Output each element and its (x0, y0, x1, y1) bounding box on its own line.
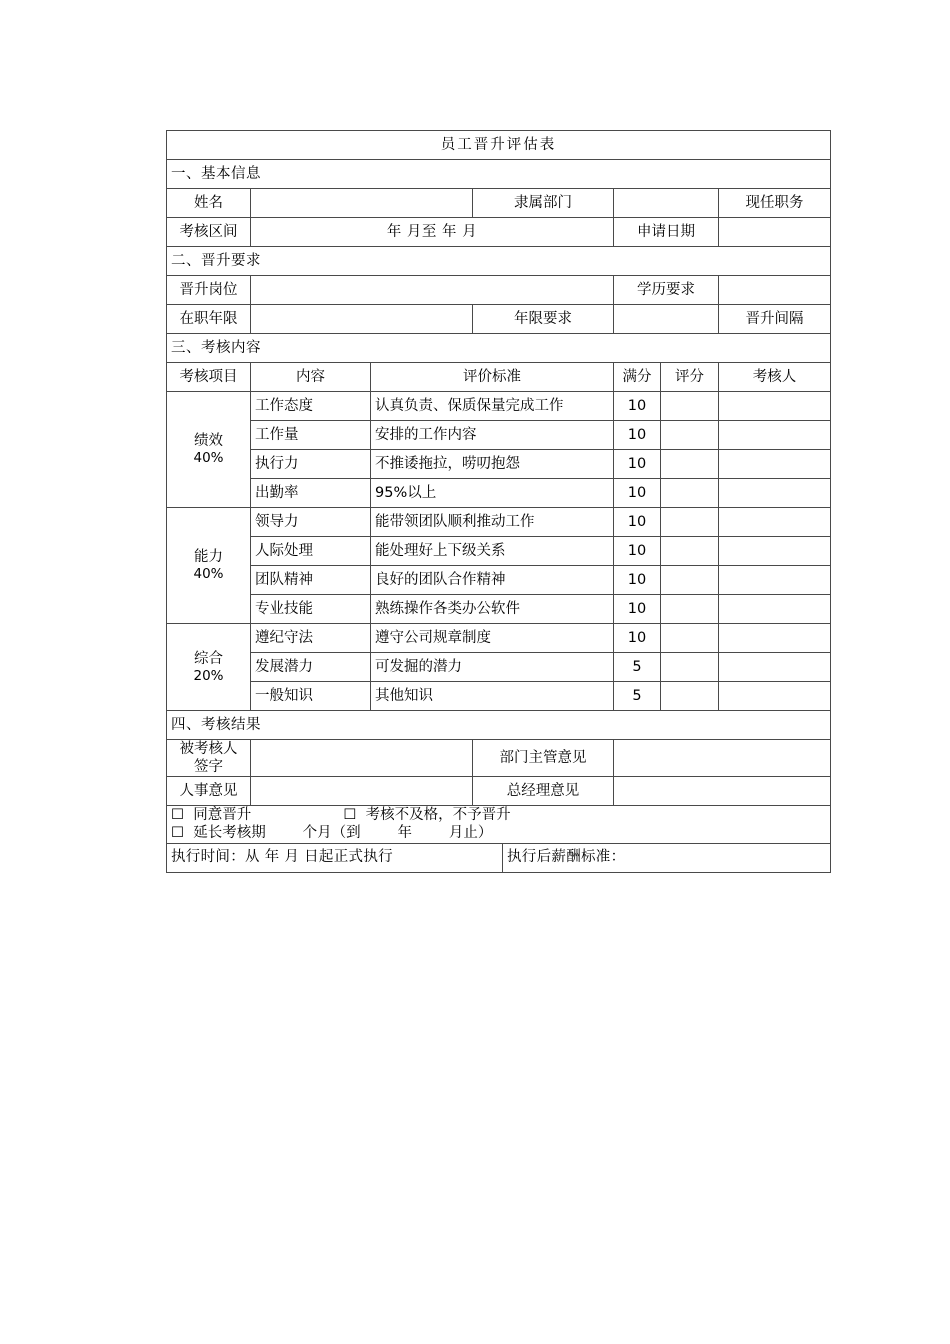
field-supervisor-opinion[interactable] (614, 740, 831, 777)
field-years-requirement[interactable] (614, 305, 719, 334)
assessment-assessor-input[interactable] (719, 653, 831, 682)
category-weight: 40% (193, 566, 224, 583)
section-band-promotion-requirements: 二、晋升要求 (167, 247, 831, 276)
field-years-of-service[interactable] (251, 305, 473, 334)
assessment-max-score: 10 (614, 479, 661, 508)
table-row (167, 450, 831, 479)
assessment-item: 人际处理 (251, 537, 371, 566)
label-education-requirement: 学历要求 (614, 276, 719, 305)
assessment-criteria: 良好的团队合作精神 (371, 566, 614, 595)
label-promotion-position: 晋升岗位 (167, 276, 251, 305)
title-row (167, 131, 831, 160)
assessment-score-input[interactable] (661, 421, 719, 450)
assessment-criteria: 熟练操作各类办公软件 (371, 595, 614, 624)
assessment-score-input[interactable] (661, 537, 719, 566)
table-row (167, 843, 831, 872)
field-application-date[interactable] (719, 218, 831, 247)
table-row (167, 189, 831, 218)
assessment-header-row (167, 363, 831, 392)
section-band-basic-info-row (167, 160, 831, 189)
label-department: 隶属部门 (473, 189, 614, 218)
label-application-date: 申请日期 (614, 218, 719, 247)
table-row (167, 537, 831, 566)
assessment-assessor-input[interactable] (719, 421, 831, 450)
table-row (167, 777, 831, 806)
assessment-item: 出勤率 (251, 479, 371, 508)
label-promotion-interval: 晋升间隔 (719, 305, 831, 334)
category-name: 能力 (194, 549, 223, 565)
assessment-assessor-input[interactable] (719, 508, 831, 537)
label-years-of-service: 在职年限 (167, 305, 251, 334)
assessment-max-score: 10 (614, 450, 661, 479)
assessment-max-score: 10 (614, 624, 661, 653)
table-row (167, 508, 831, 537)
field-name[interactable] (251, 189, 473, 218)
assessment-item: 发展潜力 (251, 653, 371, 682)
promotion-evaluation-form (166, 130, 830, 873)
assessment-criteria: 能带领团队顺利推动工作 (371, 508, 614, 537)
assessment-max-score: 5 (614, 653, 661, 682)
post-execution-salary-field[interactable]: 执行后薪酬标准： (503, 843, 831, 872)
column-header-score: 评分 (661, 363, 719, 392)
label-current-position: 现任职务 (719, 189, 831, 218)
section-band-results-row (167, 711, 831, 740)
form-table (166, 130, 831, 873)
page-title: 员工晋升评估表 (167, 131, 831, 160)
assessment-item: 一般知识 (251, 682, 371, 711)
category-name: 综合 (194, 650, 223, 667)
assessment-assessor-input[interactable] (719, 566, 831, 595)
assessment-item: 团队精神 (251, 566, 371, 595)
table-row (167, 305, 831, 334)
assessment-assessor-input[interactable] (719, 479, 831, 508)
category-weight: 20% (193, 667, 224, 684)
assessment-score-input[interactable] (661, 624, 719, 653)
assessment-score-input[interactable] (661, 653, 719, 682)
assessment-assessor-input[interactable] (719, 682, 831, 711)
assessment-score-input[interactable] (661, 566, 719, 595)
assessment-item: 执行力 (251, 450, 371, 479)
column-header-content: 内容 (251, 363, 371, 392)
field-hr-opinion[interactable] (251, 777, 473, 806)
table-row (167, 740, 831, 777)
table-row (167, 421, 831, 450)
assessment-criteria: 能处理好上下级关系 (371, 537, 614, 566)
label-name: 姓名 (167, 189, 251, 218)
decision-line-2[interactable]: ☐ 延长考核期 个月（到 年 月止） (171, 825, 493, 842)
section-band-assessment: 三、考核内容 (167, 334, 831, 363)
label-hr-opinion: 人事意见 (167, 777, 251, 806)
assessment-criteria: 95%以上 (371, 479, 614, 508)
table-row (167, 624, 831, 653)
assessment-assessor-input[interactable] (719, 624, 831, 653)
section-band-basic-info: 一、基本信息 (167, 160, 831, 189)
assessment-assessor-input[interactable] (719, 595, 831, 624)
field-gm-opinion[interactable] (614, 777, 831, 806)
execution-time-field[interactable]: 执行时间：从 年 月 日起正式执行 (167, 843, 503, 872)
assessment-criteria: 遵守公司规章制度 (371, 624, 614, 653)
table-row (167, 218, 831, 247)
table-row (167, 595, 831, 624)
assessment-category-comprehensive (167, 624, 251, 711)
category-name: 绩效 (194, 433, 223, 449)
assessment-score-input[interactable] (661, 450, 719, 479)
assessment-max-score: 10 (614, 595, 661, 624)
assessment-assessor-input[interactable] (719, 392, 831, 421)
section-band-results: 四、考核结果 (167, 711, 831, 740)
label-supervisor-opinion: 部门主管意见 (473, 740, 614, 777)
field-assessment-period[interactable]: 年 月至 年 月 (251, 218, 614, 247)
assessment-score-input[interactable] (661, 508, 719, 537)
column-header-max-score: 满分 (614, 363, 661, 392)
column-header-category: 考核项目 (167, 363, 251, 392)
decision-line-1[interactable]: ☐ 同意晋升 ☐ 考核不及格，不予晋升 (171, 807, 511, 824)
label-assessment-period: 考核区间 (167, 218, 251, 247)
assessment-max-score: 10 (614, 537, 661, 566)
column-header-criteria: 评价标准 (371, 363, 614, 392)
assessment-score-input[interactable] (661, 392, 719, 421)
category-weight: 40% (193, 450, 224, 467)
field-employee-signature[interactable] (251, 740, 473, 777)
assessment-score-input[interactable] (661, 479, 719, 508)
table-row (167, 806, 831, 843)
table-row (167, 479, 831, 508)
table-row (167, 653, 831, 682)
assessment-item: 遵纪守法 (251, 624, 371, 653)
assessment-max-score: 10 (614, 508, 661, 537)
assessment-criteria: 可发掘的潜力 (371, 653, 614, 682)
assessment-score-input[interactable] (661, 595, 719, 624)
assessment-max-score: 10 (614, 392, 661, 421)
assessment-item: 工作态度 (251, 392, 371, 421)
table-row (167, 566, 831, 595)
label-gm-opinion: 总经理意见 (473, 777, 614, 806)
field-promotion-position[interactable] (251, 276, 614, 305)
assessment-max-score: 10 (614, 421, 661, 450)
assessment-item: 领导力 (251, 508, 371, 537)
label-years-requirement: 年限要求 (473, 305, 614, 334)
assessment-item: 工作量 (251, 421, 371, 450)
assessment-item: 专业技能 (251, 595, 371, 624)
field-education-requirement[interactable] (719, 276, 831, 305)
assessment-criteria: 不推诿拖拉，唠叨抱怨 (371, 450, 614, 479)
assessment-score-input[interactable] (661, 682, 719, 711)
table-row (167, 276, 831, 305)
assessment-criteria: 安排的工作内容 (371, 421, 614, 450)
table-row (167, 392, 831, 421)
column-header-assessor: 考核人 (719, 363, 831, 392)
section-band-assessment-row (167, 334, 831, 363)
table-row (167, 682, 831, 711)
decision-checkbox-group[interactable] (167, 806, 831, 843)
assessment-assessor-input[interactable] (719, 537, 831, 566)
assessment-criteria: 认真负责、保质保量完成工作 (371, 392, 614, 421)
section-band-promotion-requirements-row (167, 247, 831, 276)
label-employee-signature: 被考核人 签字 (167, 740, 251, 777)
assessment-criteria: 其他知识 (371, 682, 614, 711)
assessment-assessor-input[interactable] (719, 450, 831, 479)
field-department[interactable] (614, 189, 719, 218)
assessment-category-performance (167, 392, 251, 508)
assessment-category-ability (167, 508, 251, 624)
assessment-max-score: 5 (614, 682, 661, 711)
assessment-max-score: 10 (614, 566, 661, 595)
